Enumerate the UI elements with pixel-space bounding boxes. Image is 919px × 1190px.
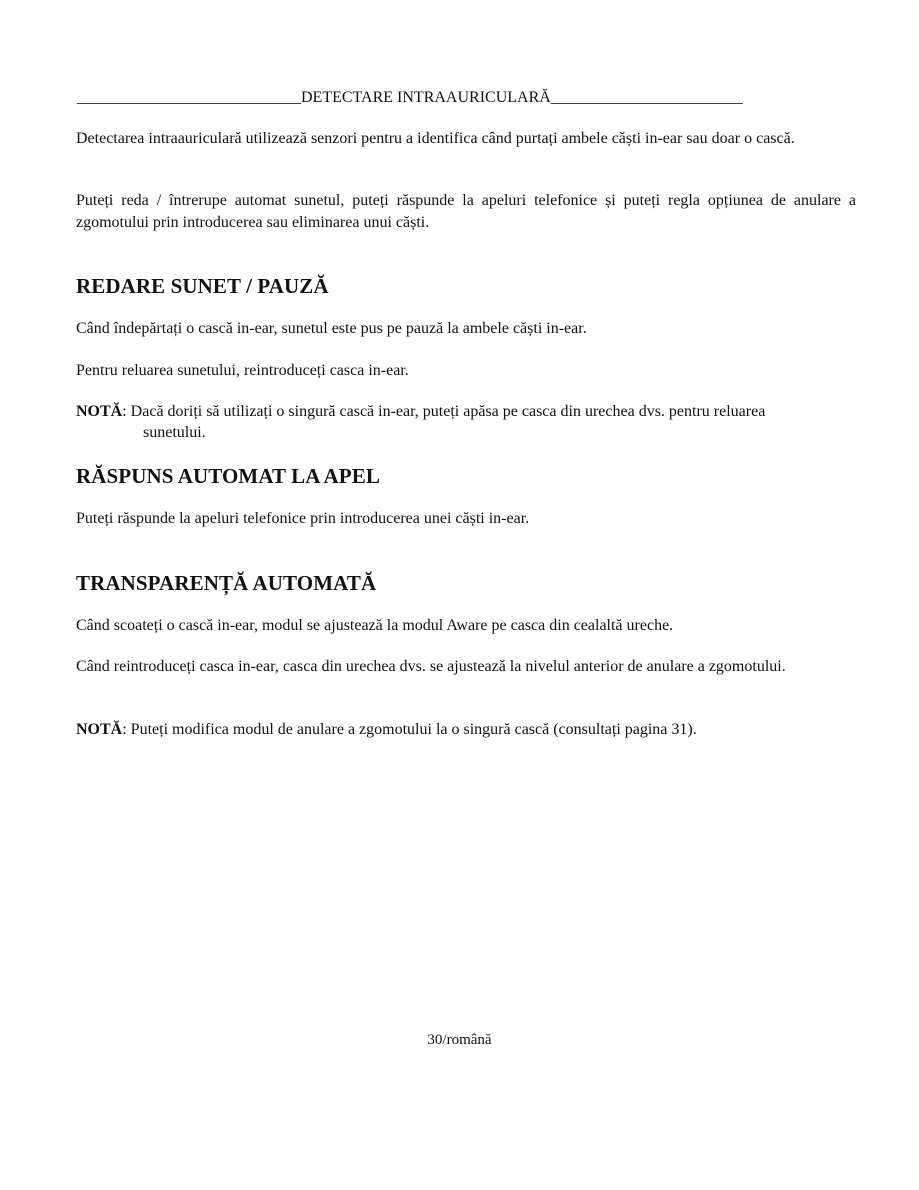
transparency-note-text: : Puteți modifica modul de anulare a zgomotului la o singură cască (consultați pagina 31). <box>122 721 697 738</box>
play-note-text: : Dacă doriți să utilizați o singură cască in-ear, puteți apăsa pe casca din urechea dvs. pentru reluarea <box>122 403 766 420</box>
intro-paragraph-2: Puteți reda / întrerupe automat sunetul, puteți răspunde la apeluri telefonice și puteți regla opțiunea de anulare a zgomotului prin introducerea sau eliminarea unui căști. <box>76 192 856 231</box>
play-paragraph-2: Pentru reluarea sunetului, reintroduceți casca in-ear. <box>76 362 409 379</box>
transparency-paragraph-2: Când reintroduceți casca in-ear, casca din urechea dvs. se ajustează la nivelul anterior de anulare a zgomotului. <box>76 658 786 675</box>
heading-play-pause: REDARE SUNET / PAUZĂ <box>76 274 329 298</box>
play-note <box>76 401 856 422</box>
heading-auto-answer: RĂSPUNS AUTOMAT LA APEL <box>76 464 380 488</box>
play-note-label: NOTĂ <box>76 403 123 420</box>
transparency-note <box>76 719 856 740</box>
header-leader-line: ____________________________ <box>77 89 301 106</box>
heading-auto-transparency: TRANSPARENȚĂ AUTOMATĂ <box>76 571 377 595</box>
transparency-note-label: NOTĂ <box>76 721 123 738</box>
page-header <box>77 88 847 108</box>
intro-paragraph-1: Detectarea intraauriculară utilizează senzori pentru a identifica când purtați ambele căști in-ear sau doar o cască. <box>76 130 795 147</box>
page-number: 30/română <box>427 1032 492 1048</box>
answer-paragraph-1: Puteți răspunde la apeluri telefonice prin introducerea unei căști in-ear. <box>76 510 530 527</box>
header-title: DETECTARE INTRAAURICULARĂ <box>301 89 551 106</box>
play-note-continuation: sunetului. <box>143 424 206 441</box>
play-paragraph-1: Când îndepărtați o cască in-ear, sunetul este pus pe pauză la ambele căști in-ear. <box>76 320 587 337</box>
transparency-paragraph-1: Când scoateți o cască in-ear, modul se ajustează la modul Aware pe casca din cealaltă ureche. <box>76 617 674 634</box>
header-trailer-line: ________________________ <box>550 89 743 106</box>
